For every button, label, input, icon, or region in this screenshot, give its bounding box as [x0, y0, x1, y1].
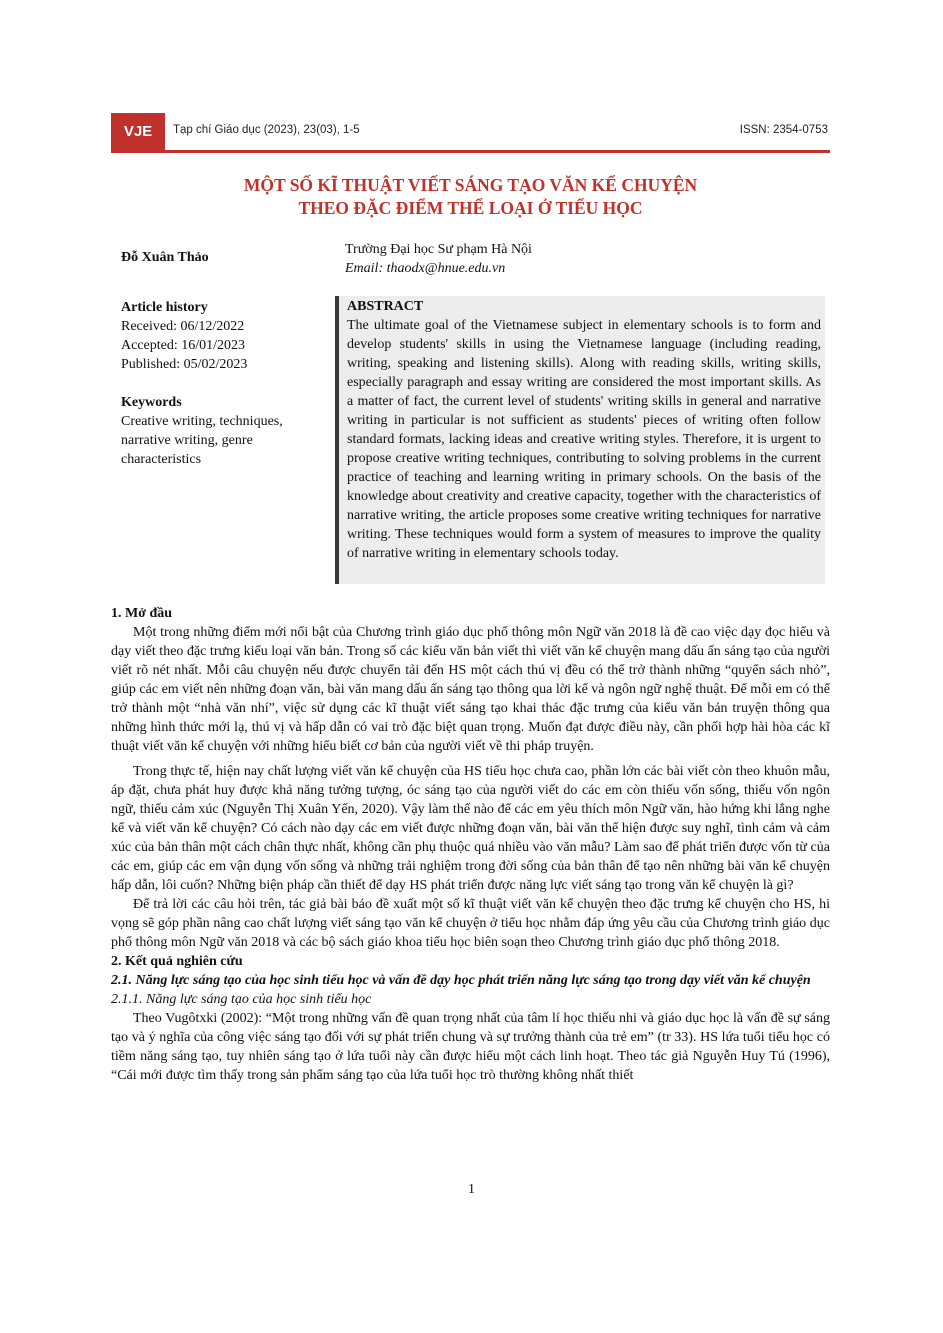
- journal-logo: VJE: [111, 113, 165, 150]
- article-title: [111, 174, 830, 220]
- title-line-1: MỘT SỐ KĨ THUẬT VIẾT SÁNG TẠO VĂN KỂ CHUYỆN: [243, 175, 698, 195]
- section-heading-intro: 1. Mở đầu: [111, 606, 173, 621]
- author-name: Đỗ Xuân Thảo: [121, 250, 209, 265]
- journal-header: [111, 113, 830, 153]
- header-rule: [111, 150, 830, 153]
- journal-citation: Tạp chí Giáo dục (2023), 23(03), 1-5: [173, 124, 360, 136]
- article-history: [121, 298, 326, 374]
- title-line-2: THEO ĐẶC ĐIỂM THỂ LOẠI Ở TIỂU HỌC: [298, 198, 643, 218]
- abstract-text: The ultimate goal of the Vietnamese subject in elementary schools is to form and develop students' skills in using the Vietnamese language (including reading, writing, speaking and listening skills). Along with reading skills, writing skills, especially paragraph and essay writing are considered the most important skills. As a matter of fact, the current level of students' writing skills in general and narrative writing in particular is not sufficient as students' pieces of writing often follow standard formats, lacking ideas and creative writing styles. Therefore, it is urgent to propose creative writing techniques, contributing to solving problems in the current practice of teaching and learning writing in primary schools. On the basis of the knowledge about creativity and creative capacity, together with the characteristics of narrative writing, the article proposes some creative writing techniques for narrative writing. These techniques would form a system of measures to improve the quality of narrative writing in elementary schools today.: [347, 318, 821, 561]
- history-heading: Article history: [121, 300, 208, 315]
- history-published: Published: 05/02/2023: [121, 357, 248, 372]
- page-number: 1: [468, 1182, 475, 1197]
- subsubsection-heading: 2.1.1. Năng lực sáng tạo của học sinh tiểu học: [111, 992, 372, 1007]
- section-heading-results: 2. Kết quả nghiên cứu: [111, 954, 243, 969]
- paragraph: Để trả lời các câu hỏi trên, tác giả bài báo đề xuất một số kĩ thuật viết văn kể chuyện theo đặc trưng kể chuyện cho HS, hi vọng sẽ góp phần nâng cao chất lượng viết sáng tạo văn kể chuyện ở tiểu học nhằm đáp ứng yêu cầu của Chương trình giáo dục phổ thông môn Ngữ văn 2018 và các bộ sách giáo khoa tiểu học biên soạn theo Chương trình giáo dục phổ thông 2018.: [111, 897, 830, 950]
- history-received: Received: 06/12/2022: [121, 319, 245, 334]
- abstract-heading: ABSTRACT: [347, 299, 424, 314]
- abstract-box: [335, 296, 825, 584]
- keywords: [121, 393, 321, 469]
- paragraph: Trong thực tế, hiện nay chất lượng viết văn kể chuyện của HS tiểu học chưa cao, phần lớn các bài viết còn theo khuôn mẫu, áp đặt, chưa phát huy được khả năng tưởng tượng, óc sáng tạo của người viết do các em còn thiếu vốn sống, thiếu vốn ngôn ngữ, thiếu cảm xúc (Nguyễn Thị Xuân Yến, 2020). Vậy làm thế nào để các em yêu thích môn Ngữ văn, hào hứng khi lắng nghe kể và viết văn kể chuyện? Có cách nào dạy các em viết được những đoạn văn, bài văn thể hiện được suy nghĩ, tình cảm và cảm xúc của bản thân một cách chân thực nhất, không cần phụ thuộc quá nhiều vào văn mẫu? Làm sao để phát triển được vốn từ của các em, giúp các em vận dụng vốn sống và những trải nghiệm trong đời sống của bản thân để tạo nên những bài văn kể chuyện hấp dẫn, lôi cuốn? Những biện pháp cần thiết để dạy HS phát triển được năng lực viết sáng tạo trong văn kể chuyện là gì?: [111, 764, 830, 893]
- keywords-heading: Keywords: [121, 395, 182, 410]
- paragraph: Một trong những điểm mới nổi bật của Chương trình giáo dục phổ thông môn Ngữ văn 2018 là đề cao việc dạy đọc hiểu và dạy viết theo đặc trưng kiểu loại văn bản. Trong số các kiểu văn bản viết thì viết văn kể chuyện mang dấu ấn sáng tạo của người viết rõ nét nhất. Mỗi câu chuyện nếu được chuyển tải đến HS một cách thú vị đều có thể trở thành những “quyển sách nhỏ”, giúp các em viết nên những đoạn văn, bài văn mang dấu ấn sáng tạo thông qua lời kể và ngôn ngữ nghệ thuật. Để mỗi em có thể trở thành một “nhà văn nhí”, việc sử dụng các kĩ thuật viết sáng tạo khai thác đặc trưng của kiểu văn bản truyện thông qua những hình thức mới lạ, thú vị và hấp dẫn có vai trò đặc biệt quan trọng. Muốn đạt được điều này, cần phối hợp hài hòa các kĩ thuật viết văn kể chuyện với những hiểu biết cơ bản của người viết về thi pháp truyện.: [111, 625, 830, 754]
- history-accepted: Accepted: 16/01/2023: [121, 338, 246, 353]
- author-affiliation-block: [345, 240, 532, 278]
- subsection-heading: 2.1. Năng lực sáng tạo của học sinh tiểu học và vấn đề dạy học phát triển năng lực sáng tạo trong dạy viết văn kể chuyện: [111, 973, 811, 988]
- author-affiliation: Trường Đại học Sư phạm Hà Nội: [345, 242, 532, 257]
- paragraph: Theo Vugôtxki (2002): “Một trong những vấn đề quan trọng nhất của tâm lí học thiếu nhi và giáo dục học là vấn đề sự sáng tạo và ý nghĩa của công việc sáng tạo đối với sự phát triển chung và sự trưởng thành của trẻ em” (tr 33). HS lứa tuổi tiểu học có tiềm năng sáng tạo, tuy nhiên sáng tạo ở lứa tuổi này cần được hiểu một cách linh hoạt. Theo tác giả Nguyễn Huy Tú (1996), “Cái mới được tìm thấy trong sản phẩm sáng tạo của lứa tuổi học trò thường không nhất thiết: [111, 1011, 830, 1083]
- issn: ISSN: 2354-0753: [739, 124, 828, 136]
- author-email: Email: thaodx@hnue.edu.vn: [345, 261, 506, 276]
- article-body: [111, 604, 830, 1085]
- keywords-text: Creative writing, techniques, narrative writing, genre characteristics: [121, 414, 283, 467]
